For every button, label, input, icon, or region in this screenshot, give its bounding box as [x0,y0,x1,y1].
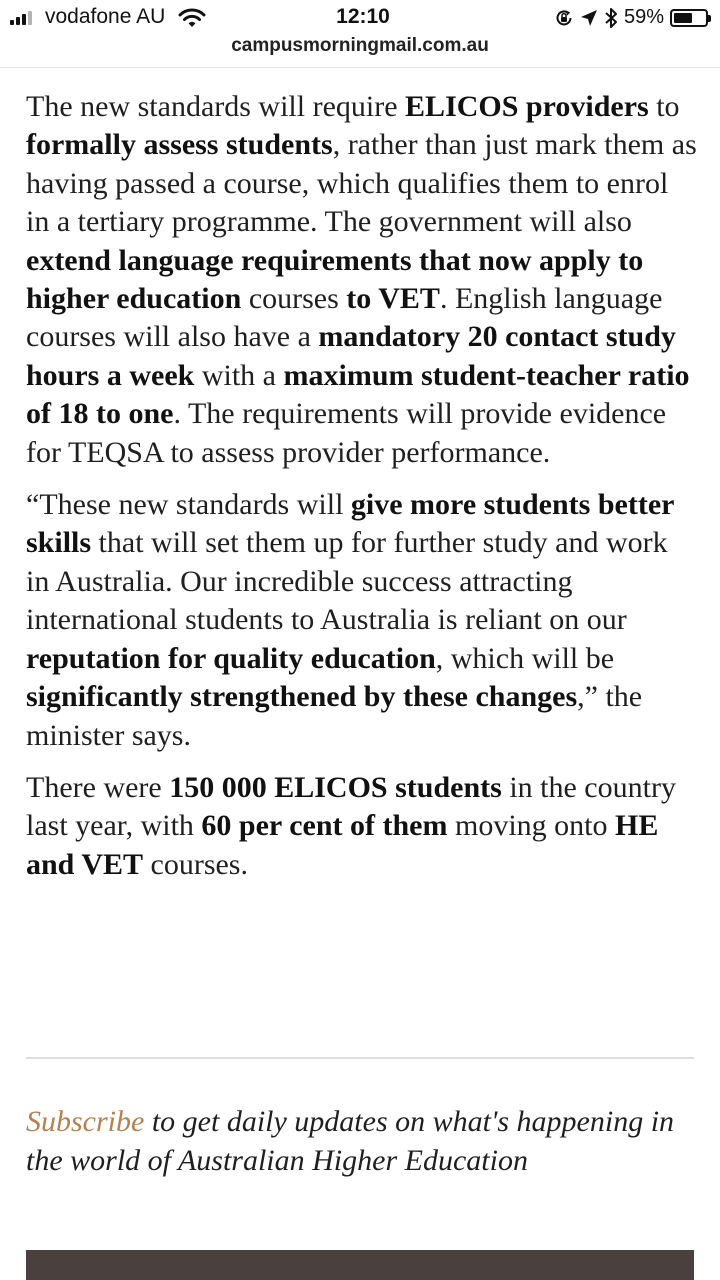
body-text: courses. [143,847,248,881]
emphasis-text: HE and VET [26,809,659,881]
url-text: campusmorningmail.com.au [231,35,489,56]
emphasis-text: 60 per cent of them [201,809,448,843]
status-icons [554,6,708,29]
bluetooth-icon [604,7,618,29]
body-text: that will set them up for further study and work in Australia. Our incredible success attracting international students to Australia is reliant on our [26,526,668,637]
body-text: , rather than just mark them as having passed a course, which qualifies them to enrol in a tertiary programme. The government will also [26,128,697,239]
body-text: “These new standards will [26,488,351,522]
article-paragraph-1 [26,88,698,472]
rotation-lock-icon [554,8,574,28]
emphasis-text: mandatory 20 contact study hours a week [26,320,676,392]
article-body [26,88,698,898]
address-bar[interactable] [0,34,720,68]
body-text: to [648,90,680,123]
body-text: courses [241,282,347,316]
emphasis-text: maximum student-teacher ratio of 18 to one [26,358,690,431]
emphasis-text: give more students better skills [26,488,674,560]
subscribe-text: to get daily updates on what's happening in the world of Australian Higher Education [26,1105,675,1177]
body-text: with a [194,358,284,392]
status-bar [0,0,720,36]
footer-banner [26,1250,694,1280]
emphasis-text: formally assess students [26,128,333,162]
battery-percent: 59% [623,6,664,28]
body-text: . The requirements will provide evidence for TEQSA to assess provider performance. [26,397,667,469]
article-paragraph-2 [26,486,698,755]
emphasis-text: 150 000 ELICOS students [169,770,502,804]
body-text: ,” the minister says. [26,680,643,752]
carrier-name: vodafone AU [45,5,166,28]
body-text: in the country last year, with [26,770,676,843]
body-text: . English language courses will also have a [26,282,663,354]
emphasis-text: to VET [346,282,440,316]
location-arrow-icon [580,9,598,27]
body-text: There were [26,770,170,804]
body-text: moving onto [447,809,615,843]
section-divider [26,1057,694,1059]
battery-icon [670,9,708,27]
body-text: The new standards will require [26,90,406,123]
battery-level [674,13,692,23]
emphasis-text: extend language requirements that now apply to higher education [26,243,644,316]
emphasis-text: ELICOS providers [405,90,649,123]
status-time: 12:10 [336,5,390,28]
emphasis-text: significantly strengthened by these changes [26,680,578,714]
subscribe-link[interactable]: Subscribe [26,1105,145,1138]
body-text: , which will be [435,641,615,675]
emphasis-text: reputation for quality education [26,641,436,675]
article-paragraph-3 [26,769,698,884]
subscribe-prompt [26,1103,706,1180]
